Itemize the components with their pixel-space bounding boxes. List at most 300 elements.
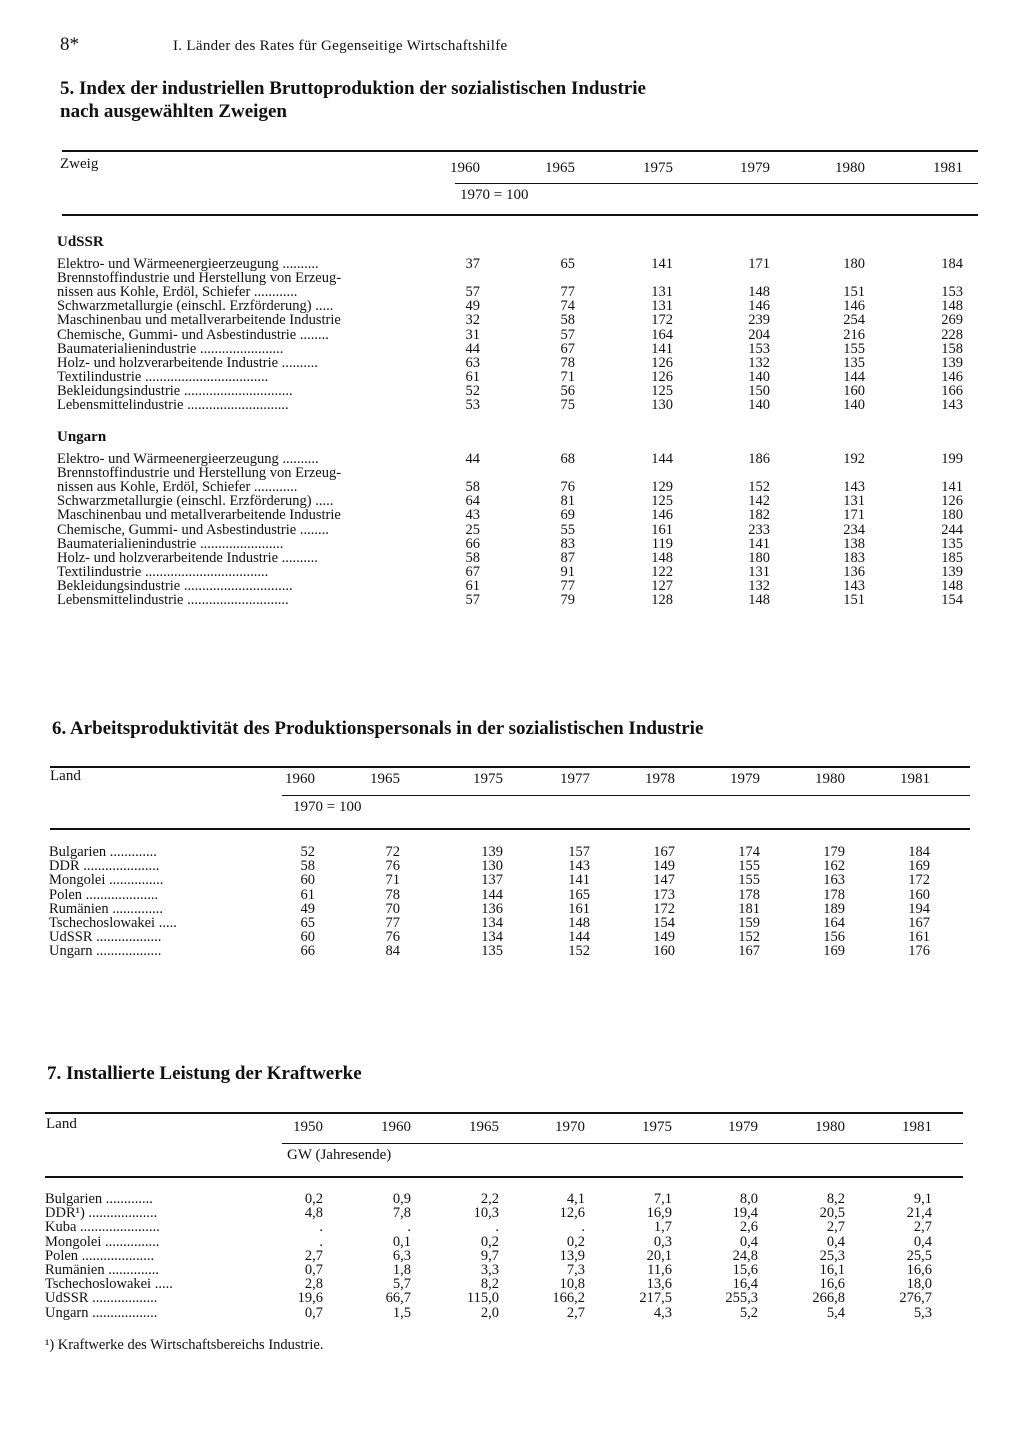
table5-cell: 139 bbox=[941, 563, 963, 580]
table7-cell: 4,3 bbox=[653, 1304, 672, 1321]
table6-title: 6. Arbeitsproduktivität des Produktionspersonals in der sozialistischen Industrie bbox=[52, 718, 704, 739]
table6-cell: 76 bbox=[385, 929, 400, 946]
table7-cell: 0,2 bbox=[566, 1233, 585, 1250]
table5-cell: 131 bbox=[748, 563, 770, 580]
table5-row bbox=[0, 508, 1024, 523]
table7-row bbox=[0, 1291, 1024, 1306]
table5-row-label: Maschinenbau und metallverarbeitende Industrie bbox=[57, 313, 341, 329]
table5-cell: 180 bbox=[843, 256, 865, 272]
table6-cell: 137 bbox=[481, 872, 503, 889]
table6-row-label: Ungarn .................. bbox=[49, 944, 162, 960]
table7-cell: 7,1 bbox=[653, 1191, 672, 1207]
table6-cell: 144 bbox=[568, 929, 590, 946]
table5-row bbox=[0, 398, 1024, 413]
table6-row bbox=[0, 930, 1024, 945]
table7-row bbox=[0, 1220, 1024, 1235]
table5-cell: 25 bbox=[465, 521, 480, 538]
table5-cell: 130 bbox=[651, 397, 673, 413]
table5-cell: 141 bbox=[748, 535, 770, 552]
table7-year-1960: 1960 bbox=[381, 1119, 411, 1135]
table6-year-1965: 1965 bbox=[370, 771, 400, 787]
table5-cell: 87 bbox=[560, 549, 575, 566]
table6-cell: 139 bbox=[481, 844, 503, 860]
table5-row-label: Textilindustrie .................................. bbox=[57, 564, 269, 580]
table5-row-label: Brennstoffindustrie und Herstellung von Erzeug- bbox=[57, 271, 342, 287]
table7-cell: 25,5 bbox=[906, 1247, 932, 1264]
table7-cell: 10,3 bbox=[473, 1205, 499, 1222]
table7-cell: 0,7 bbox=[304, 1304, 323, 1321]
table5-top-rule bbox=[62, 150, 978, 152]
table6-cell: 60 bbox=[300, 929, 315, 946]
table6-cell: 167 bbox=[908, 915, 930, 931]
table5-cell: 160 bbox=[843, 382, 865, 399]
table5-cell: 74 bbox=[560, 298, 575, 315]
table7-cell: 2,7 bbox=[913, 1219, 932, 1236]
table5-cell: 144 bbox=[843, 368, 865, 385]
table5-row-label: Textilindustrie .................................. bbox=[57, 369, 269, 385]
table7-cell: 0,2 bbox=[480, 1233, 499, 1250]
table5-row bbox=[0, 370, 1024, 385]
table7-cell: 13,6 bbox=[646, 1276, 672, 1293]
table5-row bbox=[0, 551, 1024, 566]
table6-cell: 169 bbox=[823, 943, 845, 960]
table6-cell: 78 bbox=[385, 886, 400, 903]
table5-cell: 143 bbox=[843, 577, 865, 594]
table5-cell: 57 bbox=[465, 284, 480, 301]
table5-cell: 135 bbox=[843, 354, 865, 371]
table6-cell: 178 bbox=[823, 886, 845, 903]
table6-cell: 172 bbox=[908, 872, 930, 889]
table7-cell: 0,3 bbox=[653, 1233, 672, 1250]
table5-row-label: Schwarzmetallurgie (einschl. Erzförderung) ..... bbox=[57, 299, 334, 315]
table6-row bbox=[0, 902, 1024, 917]
table7-cell: 20,1 bbox=[646, 1247, 672, 1264]
table7-cell: 19,4 bbox=[732, 1205, 758, 1222]
table5-cell: 129 bbox=[651, 479, 673, 496]
table6-cell: 157 bbox=[568, 844, 590, 860]
table5-cell: 66 bbox=[465, 535, 480, 552]
table7-cell: 166,2 bbox=[552, 1290, 585, 1307]
table5-row bbox=[0, 342, 1024, 357]
table5-cell: 57 bbox=[465, 592, 480, 608]
table7-cell: 5,4 bbox=[826, 1304, 845, 1321]
table5-cell: 141 bbox=[941, 479, 963, 496]
table6-cell: 66 bbox=[300, 943, 315, 960]
table5-title-line2: nach ausgewählten Zweigen bbox=[60, 101, 287, 122]
table5-year-1960: 1960 bbox=[450, 160, 480, 176]
table5-unit-rule bbox=[455, 183, 978, 184]
table7-cell: 0,2 bbox=[304, 1191, 323, 1207]
table5-row bbox=[0, 452, 1024, 467]
table5-year-1981: 1981 bbox=[933, 160, 963, 176]
table7-year-1970: 1970 bbox=[555, 1119, 585, 1135]
table6-cell: 49 bbox=[300, 900, 315, 917]
table5-cell: 180 bbox=[748, 549, 770, 566]
table6-cell: 52 bbox=[300, 844, 315, 860]
table5-row bbox=[0, 313, 1024, 328]
table6-year-1981: 1981 bbox=[900, 771, 930, 787]
table6-year-1975: 1975 bbox=[473, 771, 503, 787]
table5-cell: 53 bbox=[465, 397, 480, 413]
table6-cell: 181 bbox=[738, 900, 760, 917]
table5-cell: 65 bbox=[560, 256, 575, 272]
table5-cell: 83 bbox=[560, 535, 575, 552]
table6-cell: 71 bbox=[385, 872, 400, 889]
table7-cell: . bbox=[319, 1233, 323, 1250]
table5-row bbox=[0, 579, 1024, 594]
table7-cell: 0,9 bbox=[392, 1191, 411, 1207]
table5-cell: 126 bbox=[651, 368, 673, 385]
table6-row-label: Mongolei ............... bbox=[49, 873, 164, 889]
table6-row bbox=[0, 845, 1024, 860]
table6-cell: 130 bbox=[481, 858, 503, 875]
table5-cell: 148 bbox=[941, 577, 963, 594]
table7-cell: 16,6 bbox=[906, 1262, 932, 1278]
table5-row bbox=[0, 466, 1024, 481]
table5-cell: 64 bbox=[465, 493, 480, 510]
table5-cell: 244 bbox=[941, 521, 963, 538]
table6-cell: 172 bbox=[653, 900, 675, 917]
table5-cell: 153 bbox=[941, 284, 963, 301]
table7-cell: 1,7 bbox=[653, 1219, 672, 1236]
table5-cell: 155 bbox=[843, 340, 865, 357]
table5-group-heading: UdSSR bbox=[57, 234, 104, 250]
table5-cell: 216 bbox=[843, 326, 865, 343]
table7-row bbox=[0, 1306, 1024, 1321]
table5-cell: 143 bbox=[941, 397, 963, 413]
table5-cell: 139 bbox=[941, 354, 963, 371]
table6-cell: 141 bbox=[568, 872, 590, 889]
table7-cell: 255,3 bbox=[725, 1290, 758, 1307]
table6-cell: 72 bbox=[385, 844, 400, 860]
table5-cell: 132 bbox=[748, 354, 770, 371]
table7-row bbox=[0, 1263, 1024, 1278]
table6-cell: 173 bbox=[653, 886, 675, 903]
table7-row-label: Ungarn .................. bbox=[45, 1305, 158, 1321]
table6-cell: 155 bbox=[738, 858, 760, 875]
table6-year-1977: 1977 bbox=[560, 771, 590, 787]
table6-cell: 169 bbox=[908, 858, 930, 875]
table5-cell: 146 bbox=[843, 298, 865, 315]
table5-row-label: Maschinenbau und metallverarbeitende Industrie bbox=[57, 508, 341, 524]
table5-row-label: nissen aus Kohle, Erdöl, Schiefer ............ bbox=[57, 480, 298, 496]
table5-cell: 131 bbox=[843, 493, 865, 510]
table7-cell: 7,3 bbox=[566, 1262, 585, 1278]
table5-row bbox=[0, 565, 1024, 580]
table5-cell: 63 bbox=[465, 354, 480, 371]
table7-cell: 2,7 bbox=[304, 1247, 323, 1264]
table6-top-rule bbox=[50, 766, 970, 768]
table5-year-1979: 1979 bbox=[740, 160, 770, 176]
table5-row bbox=[0, 537, 1024, 552]
table5-cell: 161 bbox=[651, 521, 673, 538]
table5-row-label: Schwarzmetallurgie (einschl. Erzförderung) ..... bbox=[57, 494, 334, 510]
table7-cell: 2,0 bbox=[480, 1304, 499, 1321]
table5-cell: 183 bbox=[843, 549, 865, 566]
table7-cell: 7,8 bbox=[392, 1205, 411, 1222]
table5-row bbox=[0, 384, 1024, 399]
table5-cell: 153 bbox=[748, 340, 770, 357]
table5-cell: 142 bbox=[748, 493, 770, 510]
table5-cell: 182 bbox=[748, 507, 770, 524]
table7-cell: . bbox=[581, 1219, 585, 1236]
table7-cell: 15,6 bbox=[732, 1262, 758, 1278]
table7-cell: 16,4 bbox=[732, 1276, 758, 1293]
page-number: 8* bbox=[60, 34, 79, 55]
table5-cell: 68 bbox=[560, 451, 575, 467]
table5-cell: 228 bbox=[941, 326, 963, 343]
table5-cell: 239 bbox=[748, 312, 770, 329]
table7-top-rule bbox=[45, 1112, 963, 1114]
table7-cell: 8,0 bbox=[739, 1191, 758, 1207]
table6-unit-rule bbox=[282, 795, 970, 796]
table6-cell: 165 bbox=[568, 886, 590, 903]
table7-cell: 9,7 bbox=[480, 1247, 499, 1264]
table5-cell: 151 bbox=[843, 592, 865, 608]
table6-cell: 149 bbox=[653, 858, 675, 875]
table7-cell: 3,3 bbox=[480, 1262, 499, 1278]
table6-cell: 178 bbox=[738, 886, 760, 903]
table6-cell: 148 bbox=[568, 915, 590, 931]
table7-row-label: DDR¹) ................... bbox=[45, 1206, 158, 1222]
table6-cell: 84 bbox=[385, 943, 400, 960]
table6-year-1980: 1980 bbox=[815, 771, 845, 787]
table5-title-line1: 5. Index der industriellen Bruttoproduktion der sozialistischen Industrie bbox=[60, 78, 646, 99]
table5-cell: 122 bbox=[651, 563, 673, 580]
table6-cell: 70 bbox=[385, 900, 400, 917]
table7-year-1981: 1981 bbox=[902, 1119, 932, 1135]
table7-cell: 8,2 bbox=[826, 1191, 845, 1207]
table7-cell: 8,2 bbox=[480, 1276, 499, 1293]
table6-row-label: Rumänien .............. bbox=[49, 901, 163, 917]
table7-row bbox=[0, 1206, 1024, 1221]
table7-column-label: Land bbox=[46, 1116, 77, 1132]
table7-cell: 19,6 bbox=[297, 1290, 323, 1307]
table7-cell: 5,3 bbox=[913, 1304, 932, 1321]
table6-cell: 144 bbox=[481, 886, 503, 903]
table6-row-label: Tschechoslowakei ..... bbox=[49, 916, 177, 931]
table5-cell: 144 bbox=[651, 451, 673, 467]
table6-cell: 76 bbox=[385, 858, 400, 875]
table7-unit-rule bbox=[282, 1143, 963, 1144]
table7-cell: 5,2 bbox=[739, 1304, 758, 1321]
table5-cell: 61 bbox=[465, 577, 480, 594]
table5-header-bottom-rule bbox=[62, 214, 978, 216]
table5-cell: 79 bbox=[560, 592, 575, 608]
table5-cell: 184 bbox=[941, 256, 963, 272]
table7-cell: 25,3 bbox=[819, 1247, 845, 1264]
table5-cell: 77 bbox=[560, 577, 575, 594]
table5-cell: 119 bbox=[651, 535, 673, 552]
table7-cell: 16,9 bbox=[646, 1205, 672, 1222]
table5-cell: 69 bbox=[560, 507, 575, 524]
table6-row bbox=[0, 888, 1024, 903]
table7-cell: 0,4 bbox=[913, 1233, 932, 1250]
table6-cell: 134 bbox=[481, 915, 503, 931]
table5-row-label: Holz- und holzverarbeitende Industrie .......... bbox=[57, 355, 318, 371]
table6-row-label: Bulgarien ............. bbox=[49, 845, 157, 860]
table5-row bbox=[0, 356, 1024, 371]
table5-cell: 126 bbox=[941, 493, 963, 510]
table6-year-1978: 1978 bbox=[645, 771, 675, 787]
table5-row bbox=[0, 328, 1024, 343]
table7-cell: 4,8 bbox=[304, 1205, 323, 1222]
table6-cell: 163 bbox=[823, 872, 845, 889]
table5-cell: 136 bbox=[843, 563, 865, 580]
table5-row-label: Lebensmittelindustrie ............................ bbox=[57, 398, 289, 413]
table6-cell: 147 bbox=[653, 872, 675, 889]
table6-header-bottom-rule bbox=[50, 828, 970, 830]
table5-cell: 67 bbox=[465, 563, 480, 580]
table6-cell: 60 bbox=[300, 872, 315, 889]
table5-row-label: Lebensmittelindustrie ............................ bbox=[57, 593, 289, 608]
table5-cell: 199 bbox=[941, 451, 963, 467]
table7-cell: 0,4 bbox=[826, 1233, 845, 1250]
table6-row bbox=[0, 944, 1024, 959]
table5-cell: 171 bbox=[843, 507, 865, 524]
table7-cell: . bbox=[495, 1219, 499, 1236]
table7-cell: 0,7 bbox=[304, 1262, 323, 1278]
table5-cell: 31 bbox=[465, 326, 480, 343]
table7-cell: 276,7 bbox=[899, 1290, 932, 1307]
table7-cell: . bbox=[319, 1219, 323, 1236]
table5-row-label: Elektro- und Wärmeenergieerzeugung .......... bbox=[57, 452, 319, 467]
table6-year-1979: 1979 bbox=[730, 771, 760, 787]
table5-cell: 180 bbox=[941, 507, 963, 524]
table5-cell: 269 bbox=[941, 312, 963, 329]
table7-cell: 16,6 bbox=[819, 1276, 845, 1293]
table5-cell: 61 bbox=[465, 368, 480, 385]
table7-cell: 2,2 bbox=[480, 1191, 499, 1207]
table7-title: 7. Installierte Leistung der Kraftwerke bbox=[47, 1063, 362, 1084]
table7-cell: 2,7 bbox=[566, 1304, 585, 1321]
table5-row-label: Chemische, Gummi- und Asbestindustrie ........ bbox=[57, 327, 329, 343]
table7-cell: 217,5 bbox=[639, 1290, 672, 1307]
table5-year-1965: 1965 bbox=[545, 160, 575, 176]
table6-cell: 159 bbox=[738, 915, 760, 931]
table6-cell: 167 bbox=[653, 844, 675, 860]
table5-cell: 148 bbox=[748, 284, 770, 301]
table5-row-label: Chemische, Gummi- und Asbestindustrie ........ bbox=[57, 522, 329, 538]
table5-cell: 71 bbox=[560, 368, 575, 385]
table6-cell: 161 bbox=[908, 929, 930, 946]
table7-cell: 266,8 bbox=[812, 1290, 845, 1307]
table5-cell: 127 bbox=[651, 577, 673, 594]
table5-cell: 152 bbox=[748, 479, 770, 496]
table7-cell: 20,5 bbox=[819, 1205, 845, 1222]
table6-cell: 189 bbox=[823, 900, 845, 917]
table7-cell: 2,7 bbox=[826, 1219, 845, 1236]
table6-cell: 61 bbox=[300, 886, 315, 903]
table7-row-label: Polen .................... bbox=[45, 1248, 155, 1264]
table5-cell: 140 bbox=[843, 397, 865, 413]
table7-year-1975: 1975 bbox=[642, 1119, 672, 1135]
table7-row bbox=[0, 1249, 1024, 1264]
table6-cell: 154 bbox=[653, 915, 675, 931]
table6-cell: 174 bbox=[738, 844, 760, 860]
table5-row-label: Brennstoffindustrie und Herstellung von Erzeug- bbox=[57, 466, 342, 482]
table5-row-label: Bekleidungsindustrie .............................. bbox=[57, 383, 293, 399]
table7-row-label: UdSSR .................. bbox=[45, 1291, 158, 1307]
table7-row-label: Bulgarien ............. bbox=[45, 1192, 153, 1207]
table7-cell: 1,8 bbox=[392, 1262, 411, 1278]
table7-cell: 16,1 bbox=[819, 1262, 845, 1278]
table5-cell: 91 bbox=[560, 563, 575, 580]
table7-cell: 11,6 bbox=[647, 1262, 672, 1278]
table5-cell: 55 bbox=[560, 521, 575, 538]
table6-cell: 65 bbox=[300, 915, 315, 931]
table6-column-label: Land bbox=[50, 768, 81, 784]
table6-cell: 167 bbox=[738, 943, 760, 960]
table5-cell: 125 bbox=[651, 382, 673, 399]
table6-unit: 1970 = 100 bbox=[293, 799, 362, 815]
table6-cell: 162 bbox=[823, 858, 845, 875]
table7-cell: 6,3 bbox=[392, 1247, 411, 1264]
table5-cell: 233 bbox=[748, 521, 770, 538]
table5-cell: 150 bbox=[748, 382, 770, 399]
table6-row bbox=[0, 873, 1024, 888]
table5-cell: 166 bbox=[941, 382, 963, 399]
table6-cell: 160 bbox=[908, 886, 930, 903]
table7-cell: 10,8 bbox=[559, 1276, 585, 1293]
table5-row-label: Elektro- und Wärmeenergieerzeugung .......... bbox=[57, 257, 319, 272]
table5-year-1980: 1980 bbox=[835, 160, 865, 176]
table7-cell: 2,8 bbox=[304, 1276, 323, 1293]
table7-row-label: Rumänien .............. bbox=[45, 1263, 159, 1278]
table7-cell: 1,5 bbox=[392, 1304, 411, 1321]
table5-cell: 138 bbox=[843, 535, 865, 552]
table6-cell: 136 bbox=[481, 900, 503, 917]
table5-cell: 204 bbox=[748, 326, 770, 343]
table6-row-label: UdSSR .................. bbox=[49, 930, 162, 946]
table5-row bbox=[0, 523, 1024, 538]
table5-cell: 132 bbox=[748, 577, 770, 594]
table5-cell: 140 bbox=[748, 397, 770, 413]
table5-column-label: Zweig bbox=[60, 156, 99, 172]
table5-cell: 254 bbox=[843, 312, 865, 329]
table7-footnote: ¹) Kraftwerke des Wirtschaftsbereichs Industrie. bbox=[45, 1337, 324, 1353]
table5-cell: 151 bbox=[843, 284, 865, 301]
table6-cell: 149 bbox=[653, 929, 675, 946]
table6-cell: 134 bbox=[481, 929, 503, 946]
table5-cell: 126 bbox=[651, 354, 673, 371]
table7-cell: 66,7 bbox=[385, 1290, 411, 1307]
table7-row bbox=[0, 1192, 1024, 1207]
table5-cell: 75 bbox=[560, 397, 575, 413]
table5-cell: 81 bbox=[560, 493, 575, 510]
table5-cell: 37 bbox=[465, 256, 480, 272]
table5-cell: 32 bbox=[465, 312, 480, 329]
table5-row-label: Bekleidungsindustrie .............................. bbox=[57, 578, 293, 594]
table7-year-1980: 1980 bbox=[815, 1119, 845, 1135]
table5-row bbox=[0, 494, 1024, 509]
table7-cell: 4,1 bbox=[566, 1191, 585, 1207]
table5-cell: 135 bbox=[941, 535, 963, 552]
table7-cell: 0,1 bbox=[392, 1233, 411, 1250]
table6-row bbox=[0, 916, 1024, 931]
table5-cell: 131 bbox=[651, 298, 673, 315]
table5-cell: 148 bbox=[748, 592, 770, 608]
table7-row-label: Tschechoslowakei ..... bbox=[45, 1277, 173, 1293]
table6-cell: 161 bbox=[568, 900, 590, 917]
table7-row-label: Kuba ...................... bbox=[45, 1220, 160, 1236]
table5-cell: 131 bbox=[651, 284, 673, 301]
table6-cell: 164 bbox=[823, 915, 845, 931]
table5-cell: 77 bbox=[560, 284, 575, 301]
table7-cell: 0,4 bbox=[739, 1233, 758, 1250]
table7-cell: 18,0 bbox=[906, 1276, 932, 1293]
table5-cell: 171 bbox=[748, 256, 770, 272]
